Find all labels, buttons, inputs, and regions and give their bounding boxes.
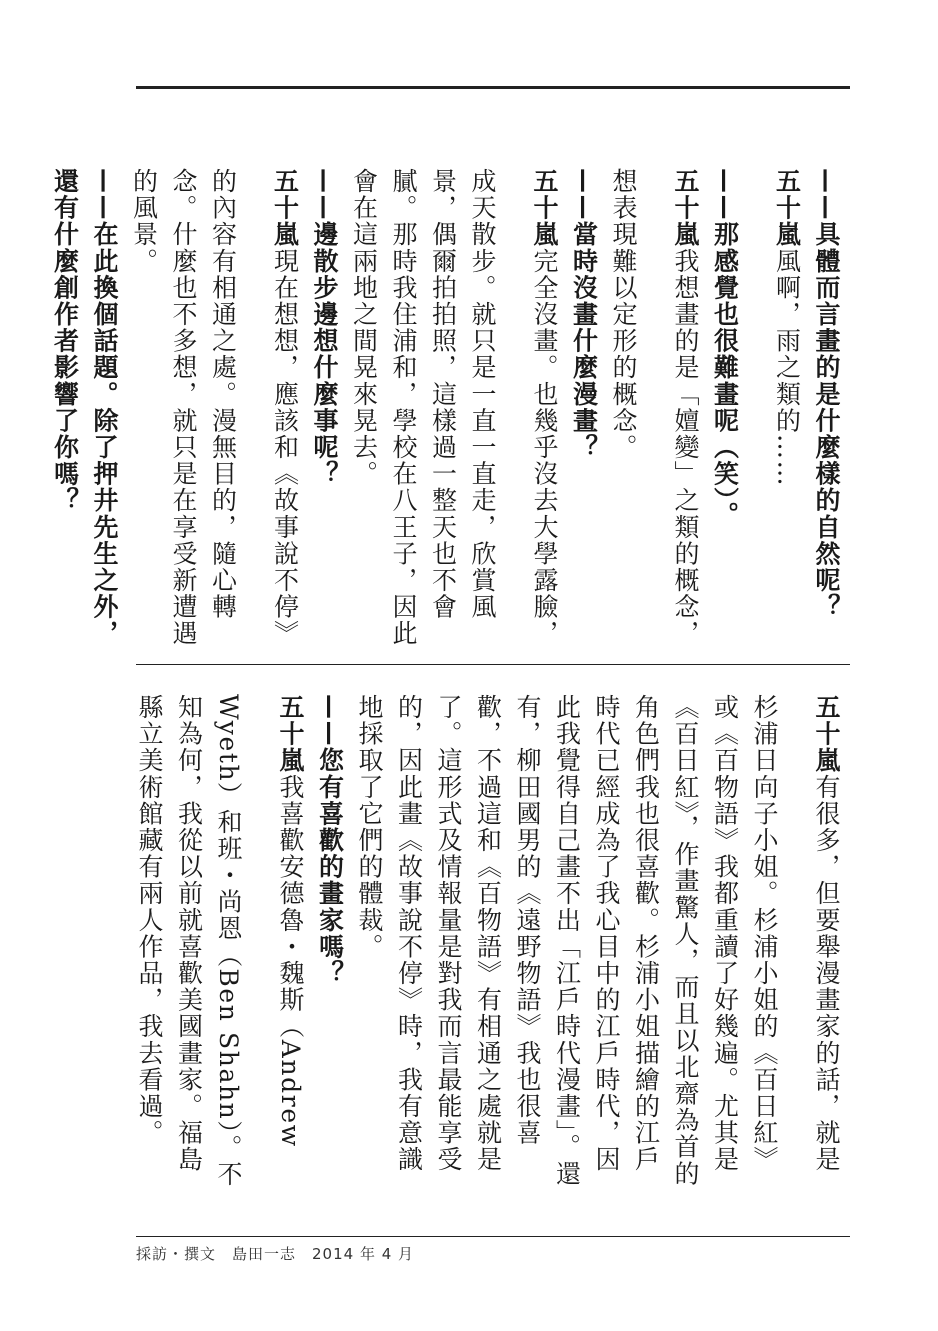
- speaker-label: 五十嵐: [270, 168, 300, 248]
- answer-text: 我喜歡安德魯・魏斯（Andrew Wyeth）和班・尚恩（Ben Shahn）。不知為何，我從以前就喜歡美國畫家。福島縣立美術館藏有兩人作品，我去看過。: [135, 694, 305, 1188]
- answer-text: 風啊，雨之類的……: [772, 247, 802, 488]
- speaker-label: 五十嵐: [772, 168, 802, 248]
- question-5: ——在此換個話題。除了押井先生之外，還有什麼創作者影響了你嗎？: [50, 168, 119, 647]
- bottom-rule: [136, 1236, 850, 1237]
- speaker-label: 五十嵐: [671, 168, 700, 248]
- answer-text: 現在想想，應該和《故事說不停》的內容有相通之處。漫無目的，隨心轉念。什麼也不多想，就只是在享受新遭遇的風景。: [129, 168, 300, 647]
- upper-text-block: [45, 168, 846, 648]
- question-1: ——具體而言畫的是什麼樣的自然呢？: [812, 168, 841, 621]
- credit-line: 採訪・撰文 島田一志 2014 年 4 月: [136, 1245, 415, 1263]
- middle-rule: [136, 664, 850, 665]
- answer-text: 有很多，但要舉漫畫家的話，就是杉浦日向子小姐。杉浦小姐的《百日紅》或《百物語》我都重讀了好幾遍。尤其是《百日紅》，作畫驚人，而且以北齋為首的角色們我也很喜歡。杉浦小姐描繪的江戶時代已經成為了我心目中的江戶時代，因此我覺得自己畫不出「江戶時代漫畫」。還有，柳田國男的《遠野物語》我也很喜歡，不過這和《百物語》有相通之處就是了。這形式及情報量是對我而言最能享受的，因此畫《故事說不停》時，我有意識地採取了它們的體裁。: [355, 694, 841, 1187]
- answer-4: [124, 168, 305, 648]
- question-3: ——當時沒畫什麼漫畫？: [569, 168, 599, 461]
- question-2: ——那感覺也很難畫呢（笑）。: [710, 168, 740, 528]
- answer-2: [604, 168, 706, 648]
- answer-3: [344, 168, 564, 648]
- answer-1: [745, 168, 807, 648]
- lower-text-block: [130, 694, 847, 1194]
- answer-text: 完全沒畫。也幾乎沒去大學露臉，成天散步。就只是一直一直走，欣賞風景，偶爾拍拍照，這樣過一整天也不會膩。那時我住浦和，學校在八王子，因此會在這兩地之間晃來晃去。: [349, 168, 559, 647]
- answer-text: 我想畫的是「嬗變」之類的概念，想表現難以定形的概念。: [609, 168, 700, 647]
- speaker-label: 五十嵐: [530, 168, 559, 248]
- answer-5: [350, 694, 847, 1194]
- question-4: ——邊散步邊想什麼事呢？: [310, 168, 339, 488]
- speaker-label: 五十嵐: [276, 694, 305, 774]
- speaker-label: 五十嵐: [812, 694, 841, 774]
- question-6: ——您有喜歡的畫家嗎？: [315, 694, 345, 987]
- top-rule: [136, 86, 850, 89]
- answer-6: [130, 694, 311, 1194]
